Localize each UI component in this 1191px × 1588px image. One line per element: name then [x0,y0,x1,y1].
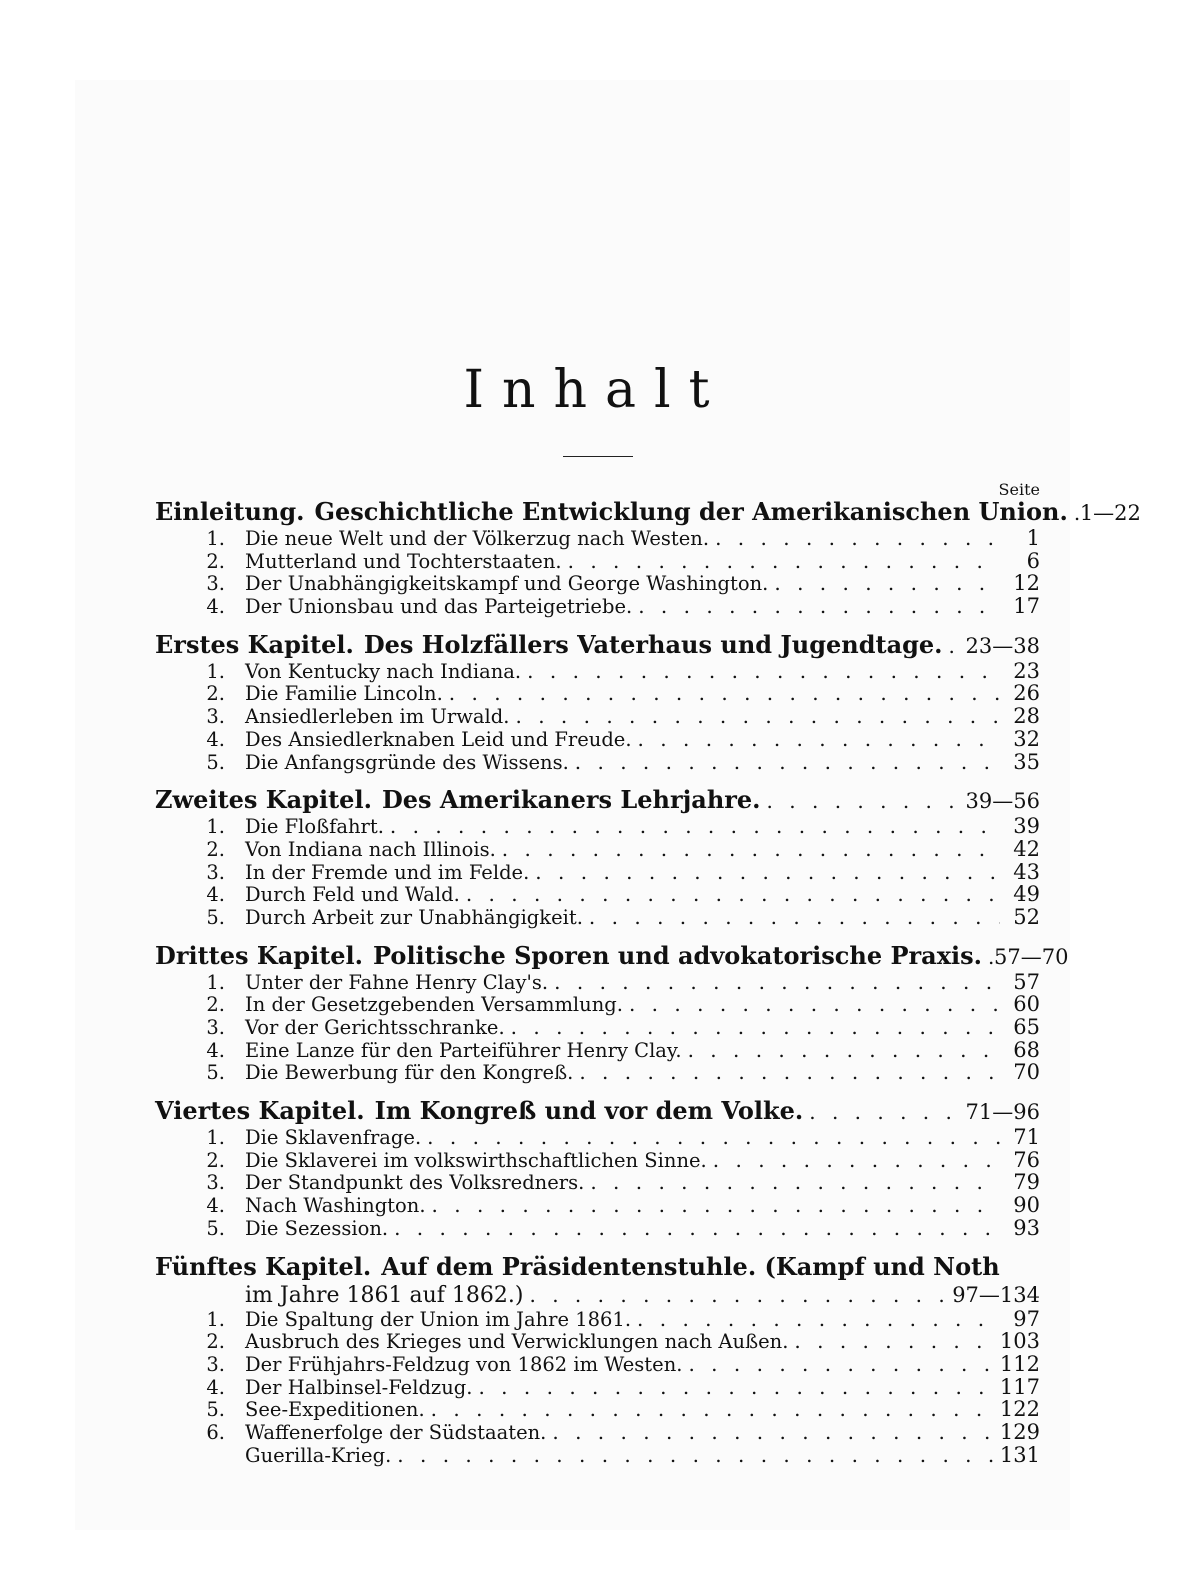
dot-leader [384,815,1000,838]
entry-page: 93 [1013,1215,1040,1240]
chapter-subtitle: Im Kongreß und vor dem Volke. [374,1096,804,1126]
dot-leader [631,1308,1000,1331]
entry-title: Der Standpunkt des Volksredners. [245,1171,585,1195]
entry-page: 52 [1013,904,1040,929]
toc-entry[interactable] [155,815,1040,838]
entry-title: Die neue Welt und der Völkerzug nach Westen. [245,527,710,550]
dot-leader [529,861,1000,884]
dot-leader [584,1171,1000,1194]
entry-number: 1. [206,1126,225,1150]
entry-page: 57 [1013,969,1040,994]
chapter-pages: 57—70 [994,944,1069,969]
dot-leader [761,786,966,816]
dot-leader [546,1421,1000,1444]
dot-leader [707,1149,1000,1172]
entry-number: 4. [206,595,225,619]
chapter-subtitle: Des Amerikaners Lehrjahre. [381,785,761,815]
toc-entry[interactable] [155,1421,1040,1444]
dot-leader [426,1194,1000,1217]
dot-leader [803,1097,965,1127]
dot-leader [632,595,1000,618]
dot-leader [460,883,1000,906]
chapter-heading[interactable] [155,940,1069,971]
entry-title: Waffenerfolge der Südstaaten. [245,1420,547,1444]
entry-number: 2. [206,549,225,573]
entry-number: 4. [206,1038,225,1062]
entry-number: 1. [206,659,225,683]
entry-page: 122 [999,1397,1040,1422]
entry-page: 68 [1013,1037,1040,1062]
dot-leader [472,1376,999,1399]
toc-entry[interactable] [155,572,1040,595]
toc-entry[interactable] [155,527,1040,550]
entry-page: 103 [999,1329,1040,1354]
dot-leader [632,728,1000,751]
toc-entry[interactable] [155,1353,1040,1376]
entry-number: 2. [206,837,225,861]
dot-leader [768,572,1000,595]
entry-page: 6 [1026,548,1040,573]
toc-entry[interactable] [155,1217,1040,1240]
chapter-subtitle: Des Holzfällers Vaterhaus und Jugendtage. [363,629,943,659]
entry-page: 79 [1013,1170,1040,1195]
dot-leader [443,682,1000,705]
entry-title: Des Ansiedlerknaben Leid und Freude. [245,727,632,751]
page-title: Inhalt [463,360,728,420]
chapter-pages: 23—38 [965,633,1040,658]
toc-entry[interactable] [155,1330,1040,1353]
entry-page: 32 [1013,726,1040,751]
entry-title: In der Fremde und im Felde. [245,860,530,884]
entry-page: 1 [1026,526,1040,550]
entry-number: 4. [206,883,225,907]
toc-entry[interactable] [155,705,1040,728]
entry-number: 2. [206,993,225,1017]
toc-entry[interactable] [155,1016,1040,1039]
toc-entry[interactable] [155,682,1040,705]
chapter-heading[interactable] [155,1252,1040,1282]
dot-leader [521,660,1000,683]
chapter-subtitle: Politische Sporen und advokatorische Praxis. [373,940,983,970]
chapter-title: Viertes Kapitel. [155,1096,365,1126]
entry-title: Die Sklavenfrage. [245,1126,422,1150]
title-divider [563,456,633,457]
page-column-label: Seite [998,480,1040,499]
entry-page: 26 [1013,681,1040,706]
entry-page: 76 [1013,1147,1040,1172]
entry-title: In der Gesetzgebenden Versammlung. [245,993,623,1017]
entry-title: Ausbruch des Krieges und Verwicklungen nach Außen. [245,1330,789,1354]
dot-leader [548,971,1000,994]
entry-title: Die Spaltung der Union im Jahre 1861. [245,1307,632,1331]
toc-entry[interactable] [155,1126,1040,1149]
dot-leader [943,631,966,661]
entry-page: 97 [1013,1306,1040,1331]
entry-title: Eine Lanze für den Parteiführer Henry Clay. [245,1038,682,1062]
entry-title: Von Kentucky nach Indiana. [245,659,522,683]
entry-number: 3. [206,1352,225,1376]
toc-entry[interactable] [155,1376,1040,1399]
entry-page: 90 [1013,1193,1040,1218]
entry-page: 49 [1013,882,1040,907]
chapter-heading[interactable] [155,785,1040,815]
entry-number: 1. [206,527,225,550]
chapter-pages: 39—56 [965,789,1040,814]
toc-entry[interactable] [155,883,1040,906]
toc-entry[interactable] [155,1039,1040,1062]
entry-number: 5. [206,1061,225,1085]
chapter-heading[interactable] [155,630,1040,660]
chapter-pages: 71—96 [965,1100,1040,1125]
dot-leader [682,1353,999,1376]
toc-entry[interactable] [155,660,1040,683]
toc-entry[interactable] [155,1061,1040,1084]
toc-entry[interactable] [155,751,1040,774]
entry-number: 3. [206,572,225,596]
toc-entry[interactable] [155,838,1040,861]
entry-page: 112 [999,1351,1040,1376]
chapter-heading[interactable] [155,497,1141,527]
entry-page: 43 [1013,859,1040,884]
dot-leader [573,1061,1000,1084]
dot-leader [496,838,1000,861]
entry-number: 6. [206,1420,225,1444]
entry-number: 4. [206,1194,225,1218]
entry-page: 23 [1013,658,1040,683]
dot-leader [788,1330,1000,1353]
entry-page: 42 [1013,836,1040,861]
entry-title: Der Unabhängigkeitskampf und George Washington. [245,572,769,596]
toc-entry[interactable] [155,595,1040,618]
entry-page: 28 [1013,704,1040,729]
entry-title: Die Bewerbung für den Kongreß. [245,1061,574,1085]
entry-page: 129 [999,1419,1040,1444]
chapter-title: Drittes Kapitel. [155,940,364,970]
entry-page: 60 [1013,992,1040,1017]
dot-leader [524,1282,953,1308]
toc-entry[interactable] [155,1149,1040,1172]
dot-leader [562,550,1000,573]
entry-number: 1. [206,815,225,839]
dot-leader [509,705,1000,728]
entry-page: 70 [1013,1060,1040,1085]
entry-page: 71 [1013,1125,1040,1150]
toc-entry[interactable] [155,861,1040,884]
chapter-heading-continued[interactable] [155,1282,1040,1308]
entry-title: Unter der Fahne Henry Clay's. [245,970,549,994]
toc-entry[interactable] [155,906,1040,929]
entry-number: 5. [206,750,225,774]
dot-leader [569,751,1000,774]
entry-page: 17 [1013,594,1040,619]
entry-title: Der Halbinsel-Feldzug. [245,1375,473,1399]
entry-title: Die Sezession. [245,1216,389,1240]
entry-number: 4. [206,727,225,751]
entry-page: 39 [1013,814,1040,839]
entry-number: 2. [206,682,225,706]
chapter-pages: 1—22 [1079,501,1141,525]
chapter-heading[interactable] [155,1096,1040,1126]
chapter-pages: 97—134 [952,1282,1040,1307]
entry-title: Die Floßfahrt. [245,815,384,839]
entry-page: 131 [999,1442,1040,1467]
dot-leader [982,942,994,972]
chapter-title: Fünftes Kapitel. [155,1251,372,1281]
entry-title: Die Sklaverei im volkswirthschaftlichen Sinne. [245,1148,707,1172]
entry-number: 3. [206,705,225,729]
entry-number: 5. [206,1216,225,1240]
dot-leader [391,1444,1000,1467]
toc-entry[interactable] [155,1444,1040,1467]
dot-leader [1068,498,1080,528]
entry-number: 3. [206,1016,225,1039]
entry-number: 5. [206,905,225,929]
entry-page: 35 [1013,749,1040,774]
entry-page: 117 [999,1374,1040,1399]
dot-leader [425,1398,1000,1421]
entry-number: 2. [206,1148,225,1172]
dot-leader [505,1016,1000,1039]
toc-entry[interactable] [155,993,1040,1016]
chapter-title: Erstes Kapitel. [155,629,354,659]
chapter-title: Zweites Kapitel. [155,785,372,815]
entry-number: 1. [206,1307,225,1331]
chapter-subtitle: Geschichtliche Entwicklung der Amerikanischen Union. [314,497,1068,526]
entry-number: 5. [206,1398,225,1422]
dot-leader [709,527,1000,550]
toc-entry[interactable] [155,971,1040,994]
entry-number: 1. [206,970,225,994]
entry-title: Der Frühjahrs-Feldzug von 1862 im Westen. [245,1352,683,1376]
entry-number: 3. [206,860,225,884]
toc-entry[interactable] [155,1194,1040,1217]
toc-entry[interactable] [155,1171,1040,1194]
entry-page: 12 [1013,571,1040,596]
chapter-subtitle-continued: im Jahre 1861 auf 1862.) [245,1282,524,1308]
chapter-title: Einleitung. [155,497,305,526]
entry-page: 65 [1013,1015,1040,1039]
entry-title: Von Indiana nach Illinois. [245,837,496,861]
entry-title: Durch Arbeit zur Unabhängigkeit. [245,905,583,929]
toc-entry[interactable] [155,728,1040,751]
table-of-contents [155,497,1141,1467]
toc-entry[interactable] [155,1308,1040,1331]
entry-title: Ansiedlerleben im Urwald. [245,705,510,729]
dot-leader [682,1039,1000,1062]
entry-title: See-Expeditionen. [245,1398,425,1422]
entry-title: Die Anfangsgründe des Wissens. [245,750,569,774]
dot-leader [623,993,1000,1016]
entry-title: Der Unionsbau und das Parteigetriebe. [245,595,633,619]
dot-leader [388,1217,1000,1240]
entry-title: Die Familie Lincoln. [245,682,443,706]
dot-leader [421,1126,1000,1149]
dot-leader [583,906,1000,929]
entry-title: Vor der Gerichtsschranke. [245,1016,505,1039]
entry-title: Mutterland und Tochterstaaten. [245,549,562,573]
entry-number: 2. [206,1330,225,1354]
toc-entry[interactable] [155,550,1040,573]
chapter-subtitle: Auf dem Präsidentenstuhle. (Kampf und Noth [381,1251,1000,1281]
entry-number: 3. [206,1171,225,1195]
entry-number: 4. [206,1375,225,1399]
entry-title: Durch Feld und Wald. [245,883,460,907]
toc-entry[interactable] [155,1398,1040,1421]
entry-title: Nach Washington. [245,1194,426,1218]
entry-title: Guerilla-Krieg. [245,1443,392,1467]
